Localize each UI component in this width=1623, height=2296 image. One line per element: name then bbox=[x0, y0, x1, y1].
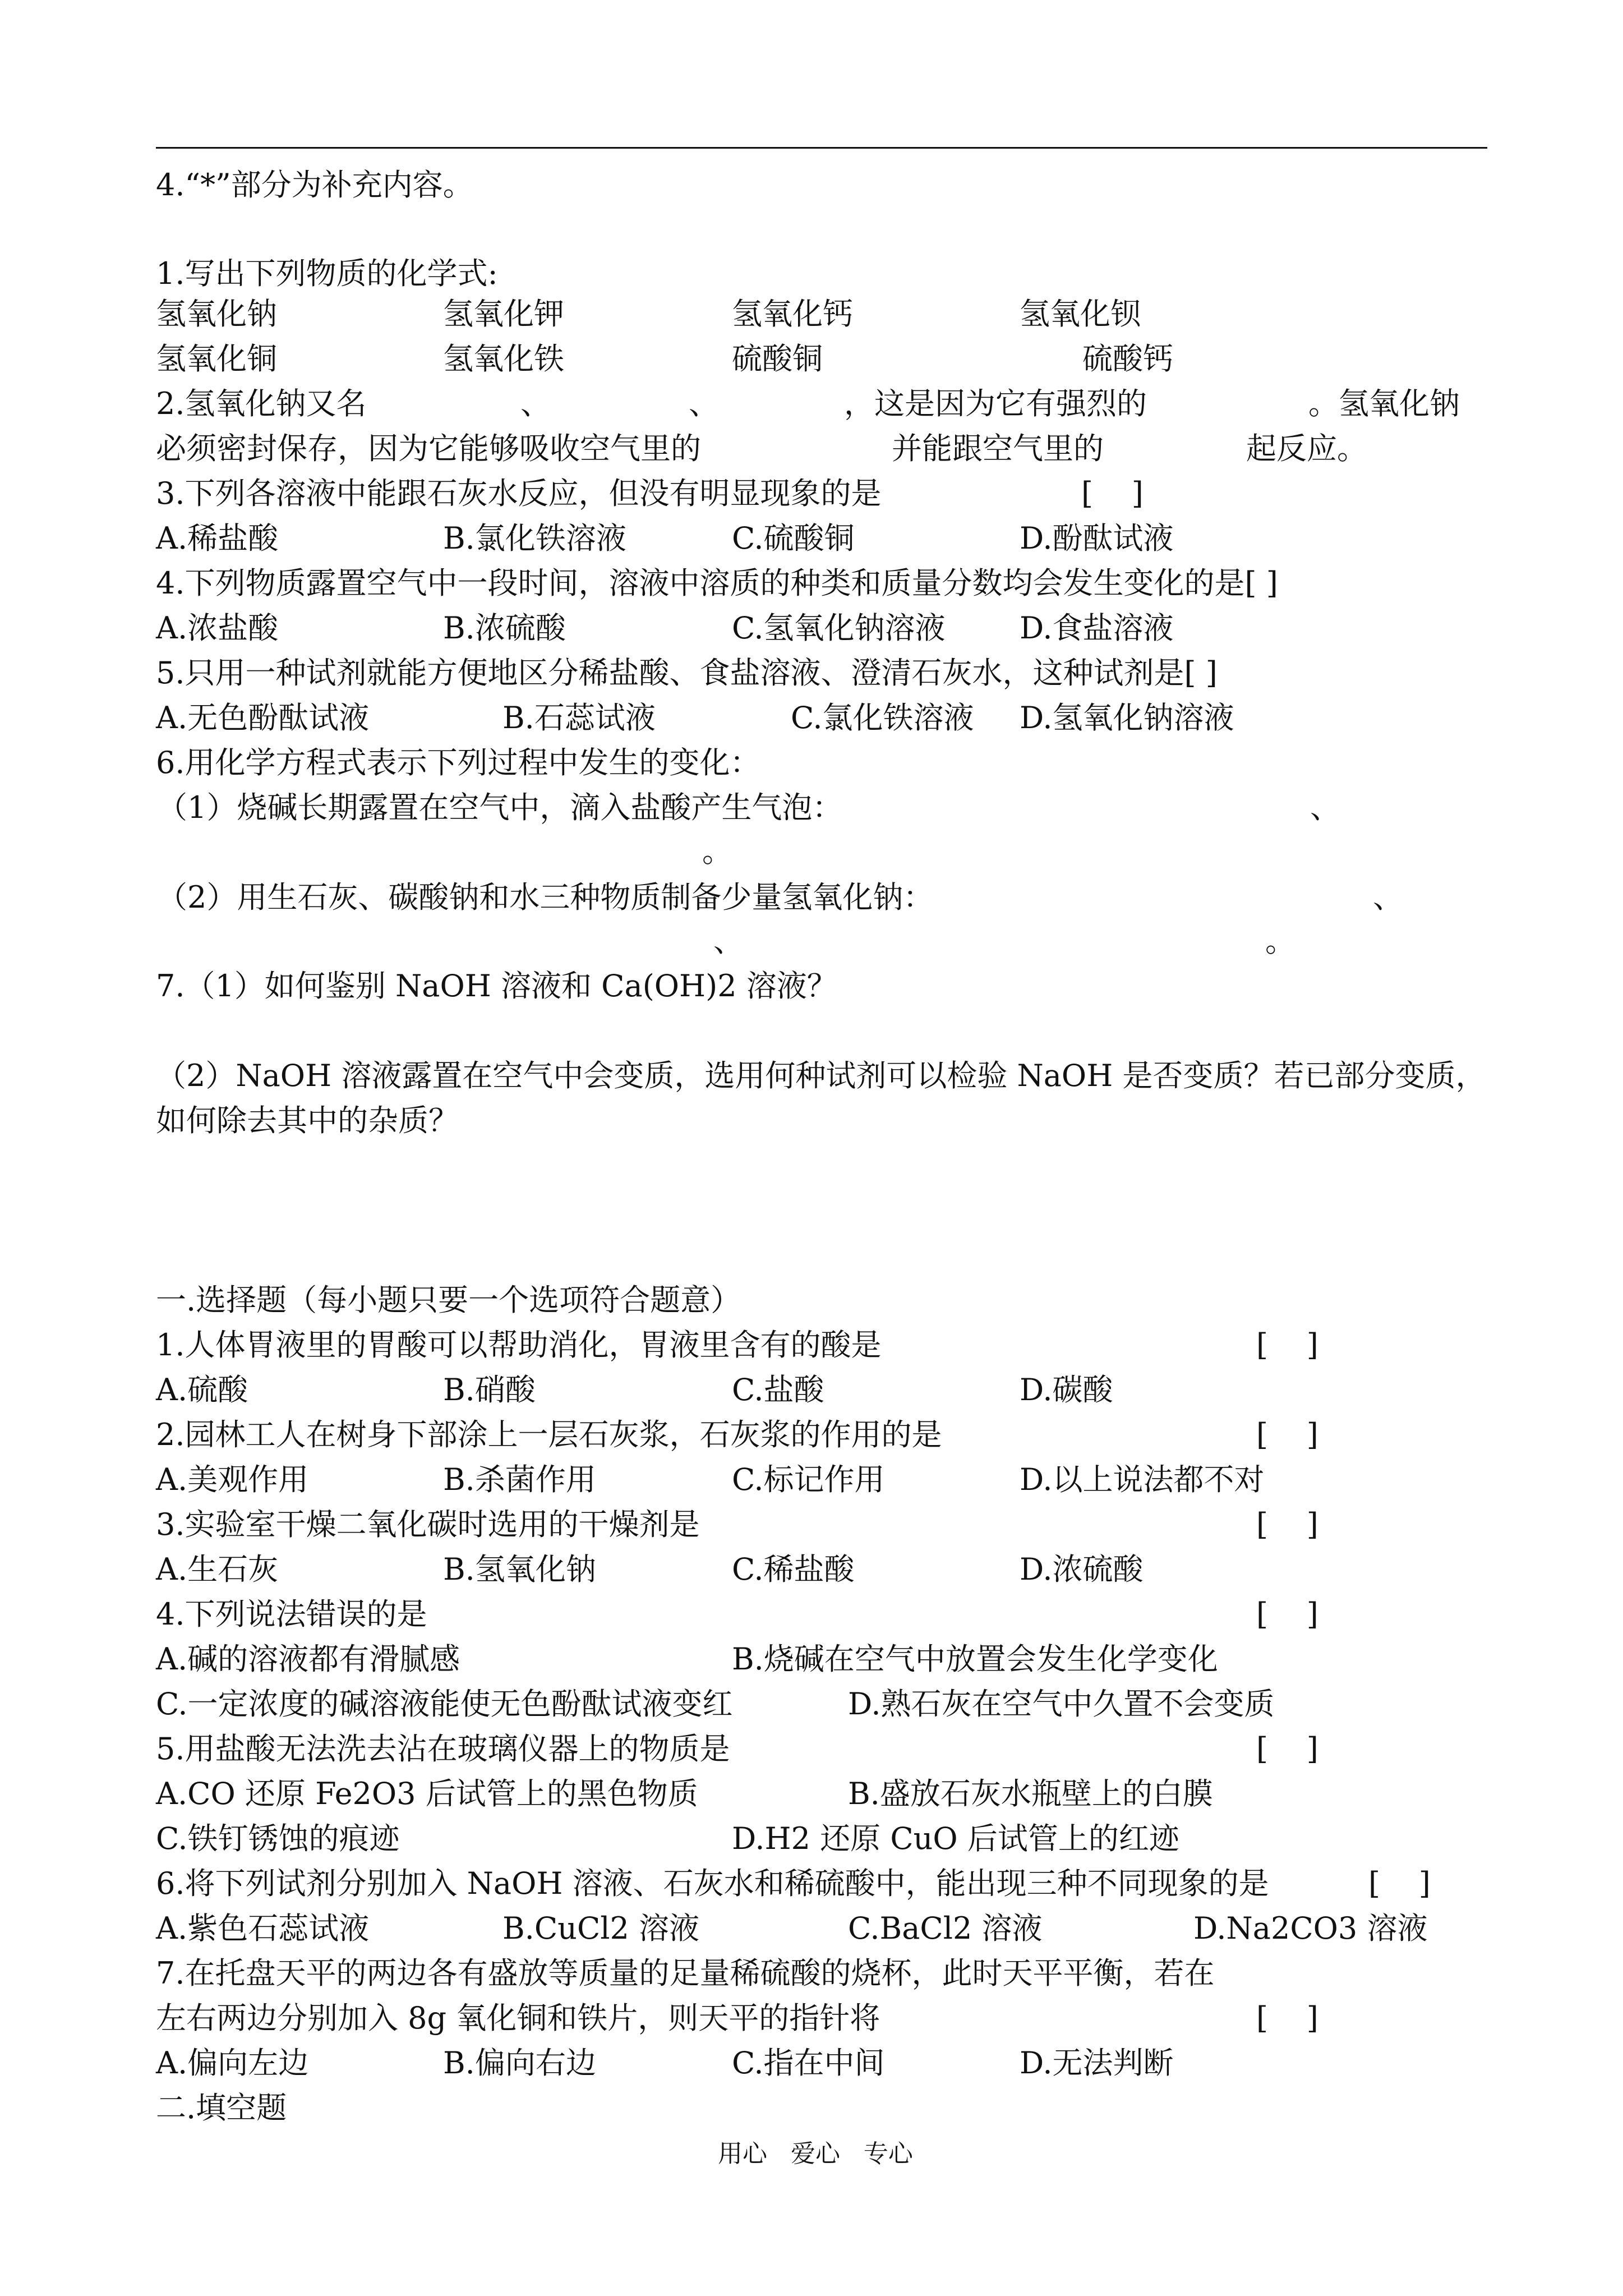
q7-sub2-line1: （2）NaOH 溶液露置在空气中会变质，选用何种试剂可以检验 NaOH 是否变质？若已部分变质， bbox=[156, 1058, 1486, 1093]
p2-q7-stem: 7.在托盘天平的两边各有盛放等质量的足量稀硫酸的烧杯，此时天平平衡，若在 bbox=[156, 1955, 1215, 1991]
answer-bracket: [ ] bbox=[1256, 1596, 1318, 1632]
q6-sub2-end: 。 bbox=[1265, 923, 1295, 959]
q2-text-a: 2.氢氧化钠又名 bbox=[156, 386, 367, 421]
header-rule bbox=[156, 147, 1487, 149]
p2-q4-stem: 4.下列说法错误的是 bbox=[156, 1596, 427, 1632]
p2-q3-option: C.稀盐酸 bbox=[732, 1552, 855, 1587]
q7-sub1: 7.（1）如何鉴别 NaOH 溶液和 Ca(OH)2 溶液？ bbox=[156, 968, 837, 1004]
p2-q6-option: C.BaCl2 溶液 bbox=[848, 1911, 1043, 1946]
q3-option: D.酚酞试液 bbox=[1020, 521, 1174, 556]
note-line: 4.“*”部分为补充内容。 bbox=[156, 167, 473, 203]
answer-bracket: [ ] bbox=[1256, 1507, 1318, 1542]
q6-sub1: （1）烧碱长期露置在空气中，滴入盐酸产生气泡： bbox=[157, 790, 843, 825]
q1-item: 氢氧化钠 bbox=[156, 296, 277, 332]
answer-bracket: [ ] bbox=[1081, 476, 1144, 511]
q1-item: 氢氧化铁 bbox=[443, 341, 564, 376]
p2-q2-option: A.美观作用 bbox=[156, 1462, 309, 1497]
p2-q4-option: A.碱的溶液都有滑腻感 bbox=[156, 1641, 460, 1677]
p2-q1-stem: 1.人体胃液里的胃酸可以帮助消化，胃液里含有的酸是 bbox=[156, 1327, 882, 1363]
p2-q4-option: D.熟石灰在空气中久置不会变质 bbox=[848, 1686, 1275, 1722]
q4-option: C.氢氧化钠溶液 bbox=[732, 610, 946, 646]
q6-sub2: （2）用生石灰、碳酸钠和水三种物质制备少量氢氧化钠： bbox=[157, 880, 934, 915]
p2-q6-option: A.紫色石蕊试液 bbox=[156, 1911, 370, 1946]
q4-option: B.浓硫酸 bbox=[443, 610, 566, 646]
p2-q3-option: A.生石灰 bbox=[156, 1552, 279, 1587]
p2-q5-stem: 5.用盐酸无法洗去沾在玻璃仪器上的物质是 bbox=[156, 1731, 730, 1766]
q1-item: 氢氧化铜 bbox=[156, 341, 277, 376]
p2-q5-option: D.H2 还原 CuO 后试管上的红迹 bbox=[732, 1821, 1179, 1856]
q5-stem: 5.只用一种试剂就能方便地区分稀盐酸、食盐溶液、澄清石灰水，这种试剂是[ ] bbox=[156, 655, 1218, 691]
p2-q7-option: C.指在中间 bbox=[732, 2045, 885, 2081]
p2-q6-option: D.Na2CO3 溶液 bbox=[1193, 1911, 1428, 1946]
p2-q5-option: B.盛放石灰水瓶壁上的白膜 bbox=[848, 1776, 1213, 1811]
q1-item: 硫酸钙 bbox=[1082, 341, 1173, 376]
q2-line2a: 必须密封保存，因为它能够吸收空气里的 bbox=[156, 431, 701, 466]
p2-q2-option: C.标记作用 bbox=[732, 1462, 885, 1497]
p2-q7-stem: 左右两边分别加入 8g 氧化铜和铁片，则天平的指针将 bbox=[156, 2000, 880, 2036]
p2-q4-option: C.一定浓度的碱溶液能使无色酚酞试液变红 bbox=[156, 1686, 733, 1722]
q3-option: A.稀盐酸 bbox=[156, 521, 279, 556]
p2-q1-option: C.盐酸 bbox=[732, 1372, 824, 1407]
q2-line2c: 起反应。 bbox=[1246, 431, 1367, 466]
answer-bracket: [ ] bbox=[1256, 1327, 1318, 1363]
p2-q4-option: B.烧碱在空气中放置会发生化学变化 bbox=[732, 1641, 1218, 1677]
q4-stem: 4.下列物质露置空气中一段时间，溶液中溶质的种类和质量分数均会发生变化的是[ ] bbox=[156, 565, 1278, 601]
q1-item: 氢氧化钙 bbox=[732, 296, 853, 332]
p2-q1-option: A.硫酸 bbox=[156, 1372, 248, 1407]
q2-text-b: 、 bbox=[520, 386, 551, 421]
q1-item: 硫酸铜 bbox=[732, 341, 823, 376]
p2-q5-option: A.CO 还原 Fe2O3 后试管上的黑色物质 bbox=[156, 1776, 698, 1811]
p2-q7-option: B.偏向右边 bbox=[443, 2045, 596, 2081]
q7-sub2-line2: 如何除去其中的杂质？ bbox=[156, 1103, 459, 1138]
answer-bracket: [ ] bbox=[1368, 1866, 1431, 1901]
q6-sub2-sep: 、 bbox=[713, 923, 744, 959]
answer-bracket: [ ] bbox=[1256, 1417, 1318, 1452]
p2-q6-option: B.CuCl2 溶液 bbox=[502, 1911, 700, 1946]
q5-option: C.氯化铁溶液 bbox=[791, 700, 974, 735]
q5-option: A.无色酚酞试液 bbox=[156, 700, 370, 735]
q6-stem: 6.用化学方程式表示下列过程中发生的变化： bbox=[156, 745, 760, 780]
q2-text-e: 。氢氧化钠 bbox=[1308, 386, 1460, 421]
section-heading: 一.选择题（每小题只要一个选项符合题意） bbox=[156, 1282, 741, 1318]
p2-q3-option: D.浓硫酸 bbox=[1020, 1552, 1144, 1587]
answer-bracket: [ ] bbox=[1256, 1731, 1318, 1766]
p2-q6-stem: 6.将下列试剂分别加入 NaOH 溶液、石灰水和稀硫酸中，能出现三种不同现象的是 bbox=[156, 1866, 1269, 1901]
p2-q1-option: D.碳酸 bbox=[1020, 1372, 1113, 1407]
q3-option: C.硫酸铜 bbox=[732, 521, 855, 556]
q5-option: D.氢氧化钠溶液 bbox=[1020, 700, 1234, 735]
p2-q2-option: B.杀菌作用 bbox=[443, 1462, 596, 1497]
p2-q2-option: D.以上说法都不对 bbox=[1020, 1462, 1265, 1497]
q3-stem: 3.下列各溶液中能跟石灰水反应，但没有明显现象的是 bbox=[156, 476, 882, 511]
q1-item: 氢氧化钾 bbox=[443, 296, 564, 332]
q6-sub2-sep: 、 bbox=[1373, 880, 1403, 915]
p2-q1-option: B.硝酸 bbox=[443, 1372, 536, 1407]
section-heading: 二.填空题 bbox=[156, 2090, 287, 2125]
q5-option: B.石蕊试液 bbox=[502, 700, 656, 735]
q1-item: 氢氧化钡 bbox=[1020, 296, 1141, 332]
page-footer: 用心 爱心 专心 bbox=[718, 2139, 913, 2168]
q1-stem: 1.写出下列物质的化学式: bbox=[156, 256, 498, 291]
q6-sub1-sep: 、 bbox=[1310, 790, 1340, 825]
q3-option: B.氯化铁溶液 bbox=[443, 521, 626, 556]
q2-text-d: ，这是因为它有强烈的 bbox=[844, 386, 1147, 421]
p2-q2-stem: 2.园林工人在树身下部涂上一层石灰浆，石灰浆的作用的是 bbox=[156, 1417, 942, 1452]
q2-line2b: 并能跟空气里的 bbox=[892, 431, 1104, 466]
q4-option: D.食盐溶液 bbox=[1020, 610, 1174, 646]
q2-text-c: 、 bbox=[689, 386, 719, 421]
p2-q3-option: B.氢氧化钠 bbox=[443, 1552, 596, 1587]
p2-q7-option: A.偏向左边 bbox=[156, 2045, 309, 2081]
q4-option: A.浓盐酸 bbox=[156, 610, 279, 646]
p2-q3-stem: 3.实验室干燥二氧化碳时选用的干燥剂是 bbox=[156, 1507, 700, 1542]
p2-q5-option: C.铁钉锈蚀的痕迹 bbox=[156, 1821, 400, 1856]
p2-q7-option: D.无法判断 bbox=[1020, 2045, 1174, 2081]
answer-bracket: [ ] bbox=[1256, 2000, 1318, 2036]
q6-sub1-end: 。 bbox=[702, 834, 732, 869]
